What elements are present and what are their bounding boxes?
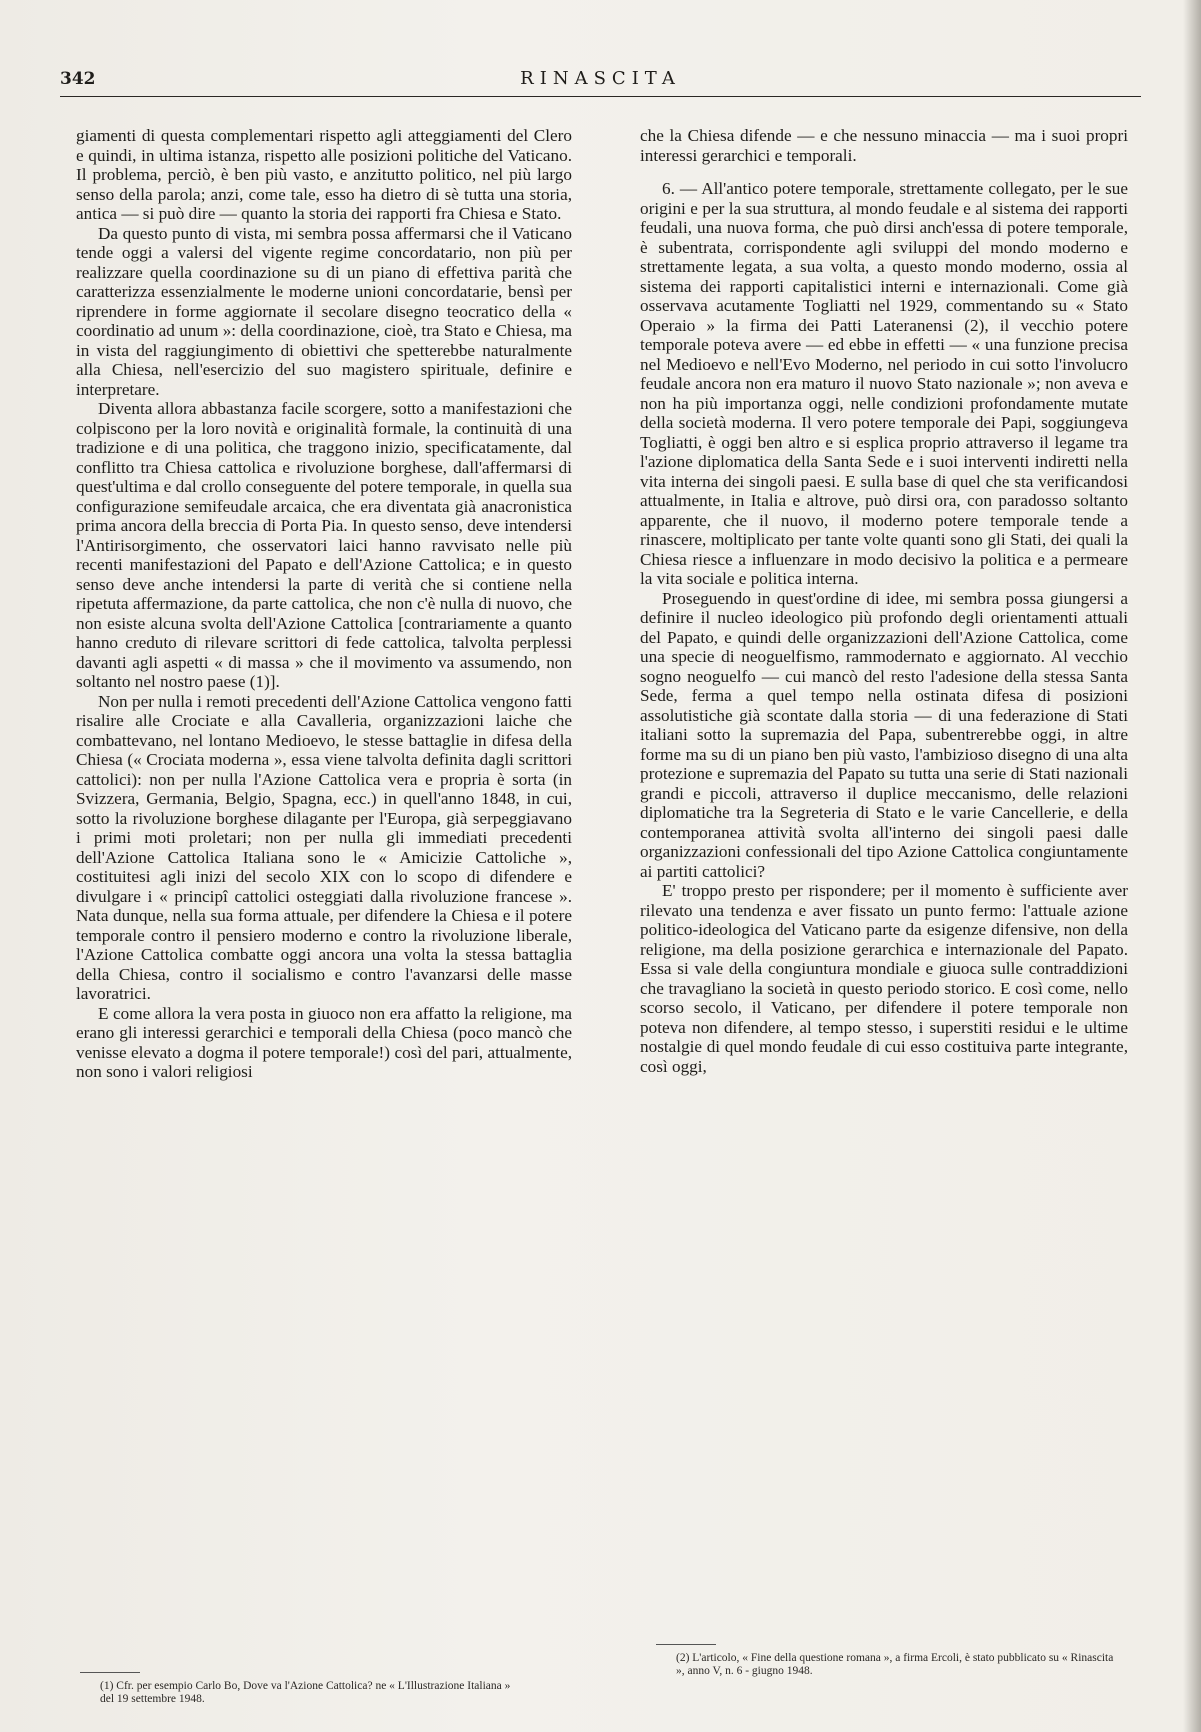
footnote-1: (1) Cfr. per esempio Carlo Bo, Dove va l'Azione Cattolica? ne « L'Illustrazione Italiana » del 19 settembre 1948. — [100, 1680, 511, 1705]
paragraph: Non per nulla i remoti precedenti dell'Azione Cattolica vengono fatti risalire alle Crociate e alla Cavalleria, organizzazioni laiche che combattevano, nel lontano Medioevo, le stesse battaglie in difesa della Chiesa (« Crociata moderna », essa viene talvolta definita dagli scrittori cattolici): non per nulla l'Azione Cattolica vera e propria è sorta (in Svizzera, Germania, Belgio, Spagna, ecc.) in quell'anno 1848, in cui, sotto la rivoluzione borghese dilagante per l'Europa, già serpeggiavano i primi moti proletari; non per nulla gli immediati precedenti dell'Azione Cattolica Italiana sono le « Amicizie Cattoliche », costituitesi agli inizi del secolo XIX con lo scopo di difendere e divulgare i « principî cattolici osteggiati dalla rivoluzione francese ». Nata dunque, nella sua forma attuale, per difendere la Chiesa e il potere temporale contro il pensiero moderno e contro la rivoluzione liberale, l'Azione Cattolica combatte oggi ancora una volta la stessa battaglia della Chiesa, contro il socialismo e contro l'avanzarsi delle masse lavoratrici. — [76, 691, 572, 1003]
section-6-paragraph: 6. — All'antico potere temporale, strettamente collegato, per le sue origini e per la sua struttura, al mondo feudale e al sistema dei rapporti feudali, una nuova forma, che può dirsi anch'essa di potere temporale, è subentrata, corrispondente agli sviluppi del mondo moderno e strettamente legata, a sua volta, a questo mondo moderno, ossia al sistema dei rapporti capitalistici interni e internazionali. Come già osservava acutamente Togliatti nel 1929, commentando su « Stato Operaio » la firma dei Patti Lateranensi (2), il vecchio potere temporale poteva avere — ed ebbe in effetti — « una funzione precisa nel Medioevo e nell'Evo Moderno, nel periodo in cui sotto l'involucro feudale ancora non era maturo il nuovo Stato nazionale »; non aveva e non ha più importanza oggi, nelle condizioni profondamente mutate della società moderna. Il vero potere temporale dei Papi, soggiungeva Togliatti, è oggi ben altro e si esplica proprio attraverso il legame tra l'azione diplomatica della Santa Sede e i suoi interventi indiretti nella vita interna dei singoli paesi. E sulla base di quel che sta verificandosi attualmente, in Italia e altrove, può dirsi ora, con paradosso soltanto apparente, che il nuovo, il moderno potere temporale tende a rinascere, moltiplicato per tante volte quanti sono gli Stati, dei quali la Chiesa riesce a influenzare in modo decisivo la politica e a permeare la vita sociale e politica interna. — [640, 179, 1128, 588]
footnote-rule — [656, 1644, 716, 1645]
paragraph: giamenti di questa complementari rispetto agli atteggiamenti del Clero e quindi, in ultima istanza, rispetto alle posizioni politiche del Vaticano. Il problema, perciò, è ben più vasto, e anzitutto politico, nel più largo senso della parola; anzi, come tale, esso ha dietro di sè tutta una storia, antica — si può dire — quanto la storia dei rapporti fra Chiesa e Stato. — [76, 126, 572, 223]
paragraph: che la Chiesa difende — e che nessuno minaccia — ma i suoi propri interessi gerarchici e temporali. — [640, 126, 1128, 165]
journal-title: RINASCITA — [520, 68, 681, 89]
page-number: 342 — [60, 69, 96, 89]
paragraph: E come allora la vera posta in giuoco non era affatto la religione, ma erano gli interessi gerarchici e temporali della Chiesa (poco mancò che venisse elevato a dogma il potere temporale!) così del pari, attualmente, non sono i valori religiosi — [76, 1003, 572, 1081]
right-column — [640, 126, 1128, 1076]
page-edge-shadow — [1183, 0, 1201, 1732]
left-column — [76, 126, 572, 1082]
paragraph: Diventa allora abbastanza facile scorgere, sotto a manifestazioni che colpiscono per la loro novità e originalità formale, la continuità di una tradizione e di una politica, che traggono inizio, specificatamente, dal conflitto tra Chiesa cattolica e rivoluzione borghese, dall'affermarsi di quest'ultima e dal crollo conseguente del potere temporale, in quella sua configurazione semifeudale arcaica, che era diventata già anacronistica prima ancora della breccia di Porta Pia. In questo senso, deve intendersi l'Antirisorgimento, che osservatori laici hanno ravvisato nelle più recenti manifestazioni del Papato e dell'Azione Cattolica; e in questo senso deve anche intendersi la parte di verità che si contiene nella ripetuta affermazione, da parte cattolica, che non c'è nulla di nuovo, che non esiste alcuna svolta dell'Azione Cattolica [contrariamente a quanto hanno creduto di rilevare scrittori di fede cattolica, talvolta perplessi davanti agli aspetti « di massa » che il movimento va assumendo, non soltanto nel nostro paese (1)]. — [76, 399, 572, 691]
footnote-rule — [80, 1672, 140, 1673]
paragraph: Da questo punto di vista, mi sembra possa affermarsi che il Vaticano tende oggi a valersi del vigente regime concordatario, non più per realizzare quella coordinazione su di un piano di effettiva parità che caratterizza essenzialmente le moderne unioni concordatarie, bensì per riprendere in forme aggiornate il secolare disegno teocratico della « coordinatio ad unum »: della coordinazione, cioè, tra Stato e Chiesa, ma in vista del raggiungimento di obiettivi che spetterebbe naturalmente alla Chiesa, nell'esercizio del suo magistero spirituale, definire e interpretare. — [76, 223, 572, 399]
paragraph: E' troppo presto per rispondere; per il momento è sufficiente aver rilevato una tendenza e aver fissato un punto fermo: l'attuale azione politico-ideologica del Vaticano parte da esigenze difensive, non della religione, ma della posizione gerarchica e internazionale del Papato. Essa si vale della congiuntura mondiale e giuoca sulle contraddizioni che travagliano la società in questo periodo storico. E così come, nello scorso secolo, il Vaticano, per difendere il potere temporale non poteva non difendere, al tempo stesso, i superstiti residui e le ultime nostalgie di quel mondo feudale di cui esso costituiva parte integrante, così oggi, — [640, 881, 1128, 1076]
footnote-2: (2) L'articolo, « Fine della questione romana », a firma Ercoli, è stato pubblicato su « Rinascita », anno V, n. 6 - giugno 1948. — [676, 1652, 1114, 1677]
running-header — [60, 66, 1141, 97]
paragraph: Proseguendo in quest'ordine di idee, mi sembra possa giungersi a definire il nucleo ideologico più profondo degli orientamenti attuali del Papato, e quindi delle organizzazioni dell'Azione Cattolica, come una specie di neoguelfismo, rammodernato e aggiornato. Al vecchio sogno neoguelfo — cui mancò del resto l'adesione della stessa Santa Sede, ferma a quel tempo nella ostinata difesa di posizioni assolutistiche già scontate dalla storia — di una federazione di Stati italiani sotto la supremazia del Papa, subentrerebbe oggi, in altre forme ma su di un piano ben più vasto, l'ambizioso disegno di una alta protezione e supremazia del Papato su tutta una serie di Stati nazionali grandi e piccoli, attraverso il duplice meccanismo, delle relazioni diplomatiche tra la Segreteria di Stato e le varie Cancellerie, e della contemporanea attività svolta all'interno dei singoli paesi dalle organizzazioni confessionali del tipo Azione Cattolica congiuntamente ai partiti cattolici? — [640, 588, 1128, 881]
